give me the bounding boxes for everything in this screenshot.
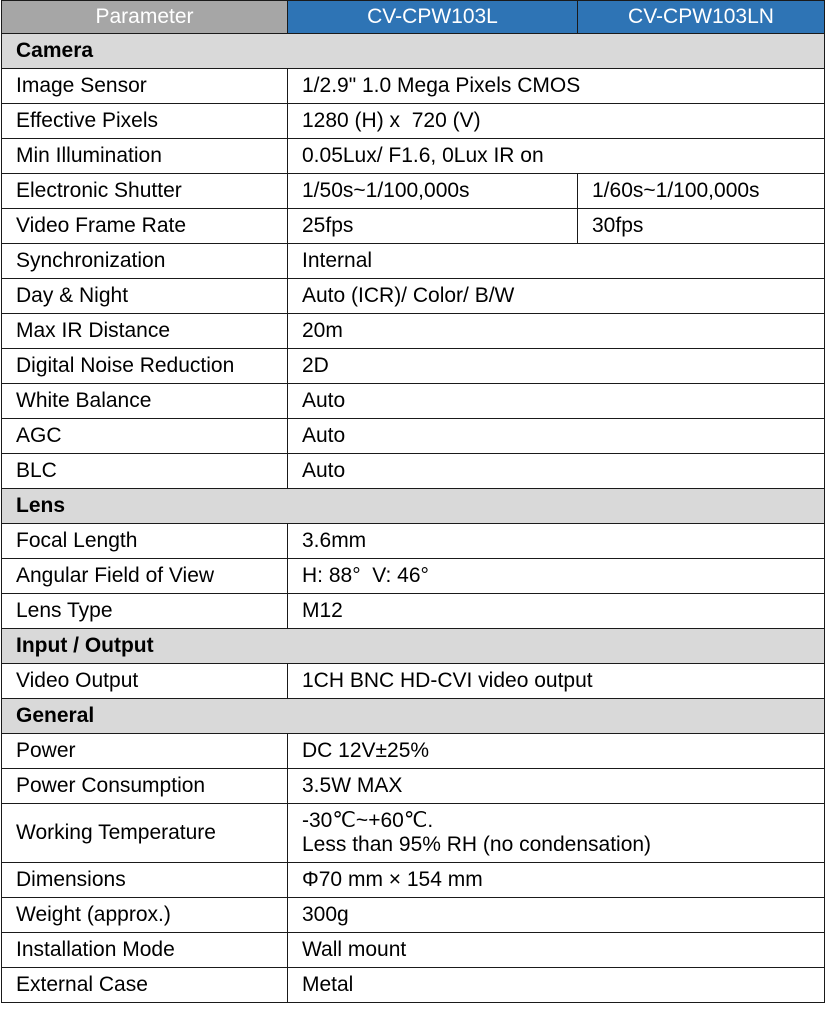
row-label: Dimensions	[2, 863, 288, 898]
section-title: General	[2, 699, 825, 734]
section-title: Camera	[2, 34, 825, 69]
table-row	[2, 804, 825, 863]
section-title: Lens	[2, 489, 825, 524]
row-value: DC 12V±25%	[288, 734, 825, 769]
row-label: Electronic Shutter	[2, 174, 288, 209]
row-value: Auto (ICR)/ Color/ B/W	[288, 279, 825, 314]
table-row	[2, 209, 825, 244]
table-row	[2, 734, 825, 769]
row-value: Metal	[288, 968, 825, 1003]
section-lens	[2, 489, 825, 524]
humidity-range: Less than 95% RH (no condensation)	[302, 833, 652, 856]
row-value: 1CH BNC HD-CVI video output	[288, 664, 825, 699]
row-value: 1280 (H) x 720 (V)	[288, 104, 825, 139]
row-value-model-1: 1/50s~1/100,000s	[288, 174, 578, 209]
header-parameter: Parameter	[2, 1, 288, 34]
table-row	[2, 933, 825, 968]
row-value-model-2: 30fps	[578, 209, 825, 244]
row-value: 0.05Lux/ F1.6, 0Lux IR on	[288, 139, 825, 174]
row-label: Max IR Distance	[2, 314, 288, 349]
row-value	[288, 804, 825, 863]
header-model-2: CV-CPW103LN	[578, 1, 825, 34]
row-value: 20m	[288, 314, 825, 349]
table-row	[2, 594, 825, 629]
spec-table	[1, 0, 825, 1003]
table-row	[2, 898, 825, 933]
table-row	[2, 314, 825, 349]
row-value-model-2: 1/60s~1/100,000s	[578, 174, 825, 209]
row-value: 300g	[288, 898, 825, 933]
row-label: Digital Noise Reduction	[2, 349, 288, 384]
table-row	[2, 968, 825, 1003]
row-label: Power Consumption	[2, 769, 288, 804]
row-label: Installation Mode	[2, 933, 288, 968]
table-row	[2, 559, 825, 594]
table-row	[2, 664, 825, 699]
section-camera	[2, 34, 825, 69]
table-header-row	[2, 1, 825, 34]
table-row	[2, 174, 825, 209]
table-row	[2, 139, 825, 174]
row-label: Min Illumination	[2, 139, 288, 174]
table-row	[2, 69, 825, 104]
row-label: Effective Pixels	[2, 104, 288, 139]
table-row	[2, 349, 825, 384]
row-value: Φ70 mm × 154 mm	[288, 863, 825, 898]
row-label: AGC	[2, 419, 288, 454]
row-label: Image Sensor	[2, 69, 288, 104]
row-value: M12	[288, 594, 825, 629]
row-label: Day & Night	[2, 279, 288, 314]
row-value-model-1: 25fps	[288, 209, 578, 244]
table-row	[2, 104, 825, 139]
row-value: 2D	[288, 349, 825, 384]
row-value: 3.6mm	[288, 524, 825, 559]
row-label: Video Output	[2, 664, 288, 699]
table-row	[2, 524, 825, 559]
row-label: Power	[2, 734, 288, 769]
row-label: External Case	[2, 968, 288, 1003]
row-label: Angular Field of View	[2, 559, 288, 594]
row-label: Focal Length	[2, 524, 288, 559]
row-value: H: 88° V: 46°	[288, 559, 825, 594]
table-row	[2, 863, 825, 898]
header-model-1: CV-CPW103L	[288, 1, 578, 34]
row-label: Synchronization	[2, 244, 288, 279]
section-title: Input / Output	[2, 629, 825, 664]
row-label: BLC	[2, 454, 288, 489]
row-label: White Balance	[2, 384, 288, 419]
row-label: Working Temperature	[2, 804, 288, 863]
table-row	[2, 454, 825, 489]
section-input-output	[2, 629, 825, 664]
row-value: Auto	[288, 454, 825, 489]
row-value: Internal	[288, 244, 825, 279]
table-row	[2, 384, 825, 419]
section-general	[2, 699, 825, 734]
row-value: Wall mount	[288, 933, 825, 968]
row-value: 3.5W MAX	[288, 769, 825, 804]
row-value: 1/2.9" 1.0 Mega Pixels CMOS	[288, 69, 825, 104]
table-row	[2, 244, 825, 279]
row-value: Auto	[288, 419, 825, 454]
table-row	[2, 419, 825, 454]
temperature-range: -30℃~+60℃.	[302, 809, 434, 832]
table-row	[2, 769, 825, 804]
row-label: Weight (approx.)	[2, 898, 288, 933]
row-label: Lens Type	[2, 594, 288, 629]
row-label: Video Frame Rate	[2, 209, 288, 244]
row-value: Auto	[288, 384, 825, 419]
table-row	[2, 279, 825, 314]
